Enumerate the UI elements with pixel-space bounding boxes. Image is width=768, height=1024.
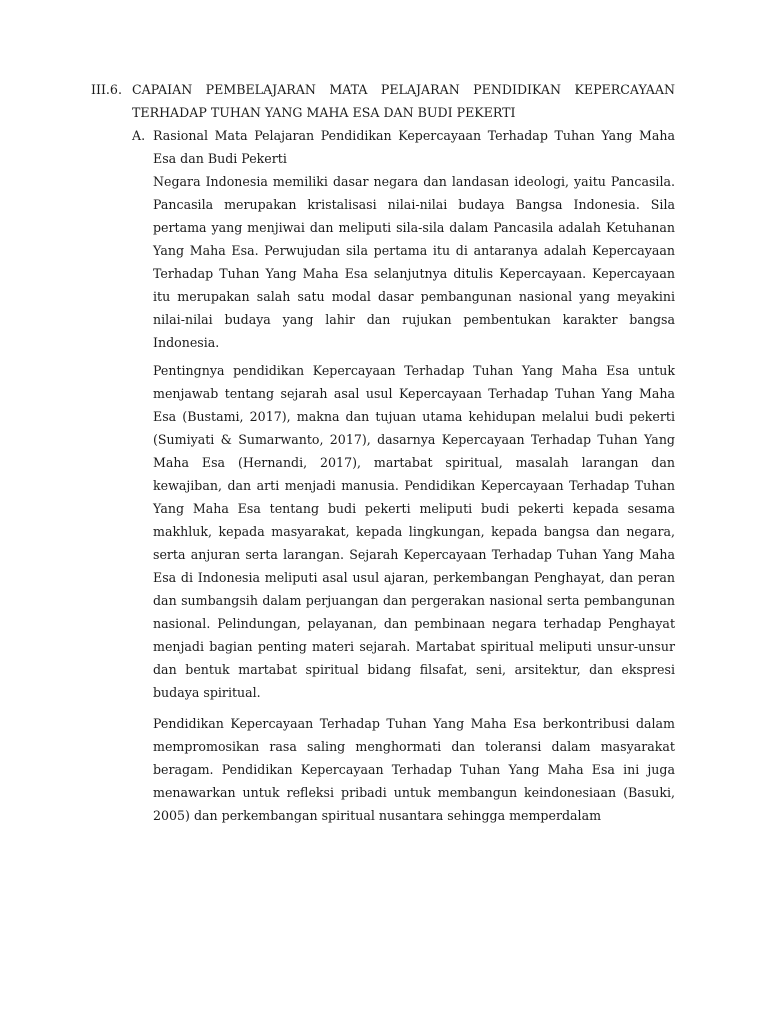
- paragraph-2: [153, 359, 675, 704]
- subsection-letter: A.: [132, 128, 146, 143]
- subsection-title: Rasional Mata Pelajaran Pendidikan Kepercayaan Terhadap Tuhan Yang Maha Esa dan Budi Pekerti: [153, 128, 675, 166]
- paragraph-text: Negara Indonesia memiliki dasar negara dan landasan ideologi, yaitu Pancasila. Pancasila merupakan kristalisasi nilai-nilai budaya Bangsa Indonesia. Sila pertama yang menjiwai dan meliputi sila-sila dalam Pancasila adalah Ketuhanan Yang Maha Esa. Perwujudan sila pertama itu di antaranya adalah Kepercayaan Terhadap Tuhan Yang Maha Esa selanjutnya ditulis Kepercayaan. Kepercayaan itu merupakan salah satu modal dasar pembangunan nasional yang meyakini nilai-nilai budaya yang lahir dan rujukan pembentukan karakter bangsa Indonesia.: [153, 174, 675, 350]
- section-number: III.6.: [91, 82, 122, 97]
- subsection-heading: [132, 124, 675, 170]
- section-heading: [91, 78, 675, 124]
- paragraph-3: [153, 712, 675, 827]
- section-title: CAPAIAN PEMBELAJARAN MATA PELAJARAN PENDIDIKAN KEPERCAYAAN TERHADAP TUHAN YANG MAHA ESA DAN BUDI PEKERTI: [132, 82, 675, 120]
- paragraph-text: Pendidikan Kepercayaan Terhadap Tuhan Yang Maha Esa berkontribusi dalam mempromosikan rasa saling menghormati dan toleransi dalam masyarakat beragam. Pendidikan Kepercayaan Terhadap Tuhan Yang Maha Esa ini juga menawarkan untuk refleksi pribadi untuk membangun keindonesiaan (Basuki, 2005) dan perkembangan spiritual nusantara sehingga memperdalam: [153, 716, 675, 823]
- paragraph-1: [153, 170, 675, 354]
- paragraph-text: Pentingnya pendidikan Kepercayaan Terhadap Tuhan Yang Maha Esa untuk menjawab tentang sejarah asal usul Kepercayaan Terhadap Tuhan Yang Maha Esa (Bustami, 2017), makna dan tujuan utama kehidupan melalui budi pekerti (Sumiyati & Sumarwanto, 2017), dasarnya Kepercayaan Terhadap Tuhan Yang Maha Esa (Hernandi, 2017), martabat spiritual, masalah larangan dan kewajiban, dan arti menjadi manusia. Pendidikan Kepercayaan Terhadap Tuhan Yang Maha Esa tentang budi pekerti meliputi budi pekerti kepada sesama makhluk, kepada masyarakat, kepada lingkungan, kepada bangsa dan negara, serta anjuran serta larangan. Sejarah Kepercayaan Terhadap Tuhan Yang Maha Esa di Indonesia meliputi asal usul ajaran, perkembangan Penghayat, dan peran dan sumbangsih dalam perjuangan dan pergerakan nasional serta pembangunan nasional. Pelindungan, pelayanan, dan pembinaan negara terhadap Penghayat menjadi bagian penting materi sejarah. Martabat spiritual meliputi unsur-unsur dan bentuk martabat spiritual bidang filsafat, seni, arsitektur, dan ekspresi budaya spiritual.: [153, 363, 675, 700]
